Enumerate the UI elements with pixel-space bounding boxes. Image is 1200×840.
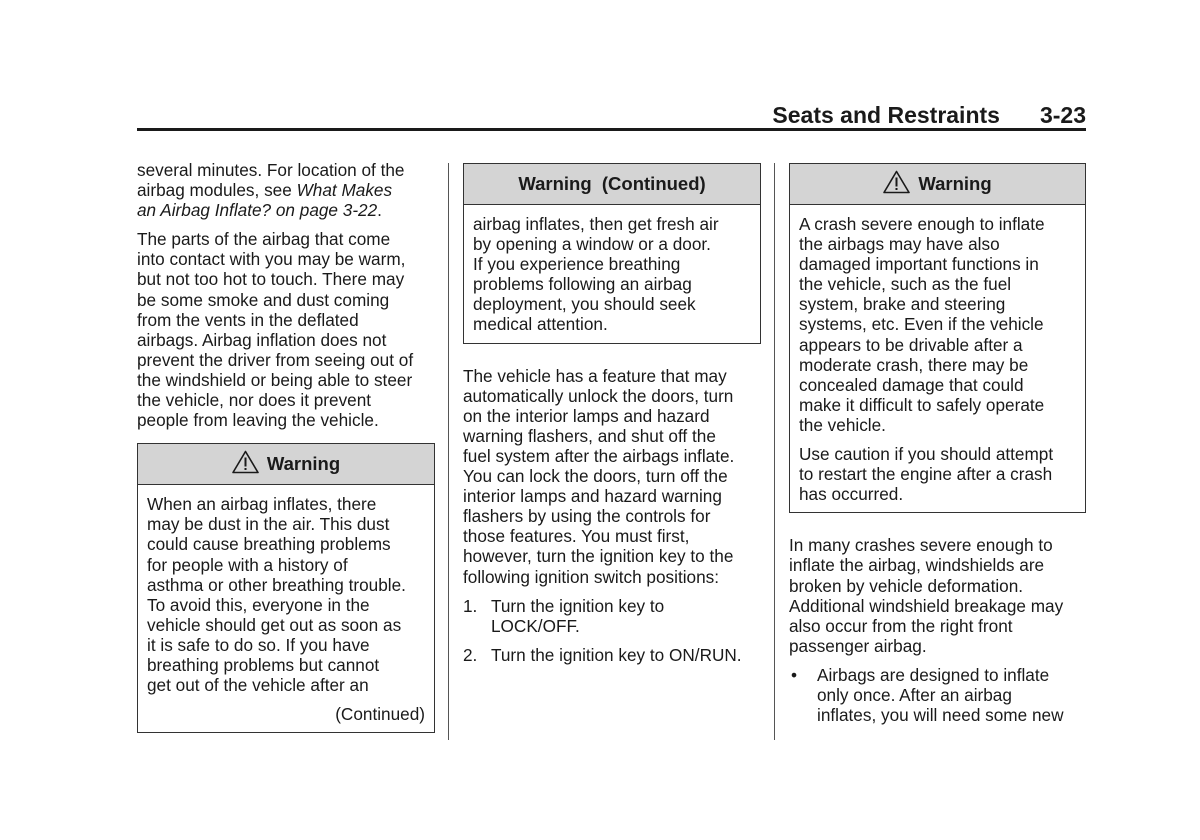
list-item — [789, 665, 1086, 725]
text-line: medical attention. — [473, 314, 608, 335]
step-number: 2. — [463, 644, 478, 665]
text-line: The vehicle has a feature that may — [463, 365, 727, 386]
auto-unlock-paragraph — [463, 366, 761, 587]
text-line: automatically unlock the doors, turn — [463, 385, 734, 406]
column-1 — [137, 160, 435, 733]
text-line: those features. You must first, — [463, 526, 690, 547]
text-line: interior lamps and hazard warning — [463, 486, 722, 507]
text-line: may be dust in the air. This dust — [147, 514, 390, 535]
text-line: for people with a history of — [147, 554, 348, 575]
warning-header — [138, 444, 434, 485]
text-line: breathing problems but cannot — [147, 654, 380, 675]
warning-body — [464, 205, 760, 343]
text-line: systems, etc. Even if the vehicle — [799, 314, 1044, 335]
text-line: into contact with you may be warm, — [137, 249, 406, 270]
text-line: following ignition switch positions: — [463, 566, 720, 587]
warning-text — [147, 494, 425, 695]
text-line: passenger airbag. — [789, 635, 927, 656]
warning-box-continued — [463, 163, 761, 344]
text-line: it is safe to do so. If you have — [147, 634, 370, 655]
airbag-parts-paragraph — [137, 229, 435, 430]
page-header — [137, 100, 1086, 130]
bullet-list — [789, 665, 1086, 725]
ignition-steps-list — [463, 596, 761, 665]
text-line: warning flashers, and shut off the — [463, 425, 716, 446]
text-fragment: airbag modules, see — [137, 180, 297, 201]
text-line: airbag inflates, then get fresh air — [473, 214, 719, 234]
text-line: A crash severe enough to inflate — [799, 214, 1045, 234]
text-line: the airbags may have also — [799, 234, 1000, 255]
text-line: problems following an airbag — [473, 274, 692, 295]
text-line: moderate crash, there may be — [799, 354, 1029, 375]
text-fragment: . — [377, 200, 382, 221]
text-line: could cause breathing problems — [147, 534, 391, 555]
text-line: people from leaving the vehicle. — [137, 410, 379, 431]
warning-triangle-icon — [883, 170, 910, 194]
warning-title: Warning — [266, 453, 341, 475]
continued-label: (Continued) — [335, 704, 425, 725]
text-line: You can lock the doors, turn off the — [463, 466, 728, 487]
text-line — [137, 180, 435, 200]
warning-box-crash — [789, 163, 1086, 513]
cross-reference-link[interactable]: What Makes — [296, 180, 393, 201]
bullet-text — [817, 665, 1063, 725]
text-line: The parts of the airbag that come — [137, 229, 391, 250]
text-line: To avoid this, everyone in the — [147, 594, 370, 615]
text-line: Turn the ignition key to — [491, 595, 665, 616]
text-line: to restart the engine after a crash — [799, 464, 1053, 485]
warning-title: Warning — [918, 172, 992, 194]
text-line: appears to be drivable after a — [799, 334, 1023, 355]
text-line: make it difficult to safely operate — [799, 394, 1045, 415]
column-divider-1 — [448, 163, 449, 740]
text-line: but not too hot to touch. There may — [137, 269, 405, 290]
text-line: fuel system after the airbags inflate. — [463, 445, 735, 466]
text-line: inflates, you will need some new — [817, 705, 1064, 726]
text-line: prevent the driver from seeing out of — [137, 349, 414, 370]
warning-text — [799, 444, 1076, 504]
header-rule — [137, 128, 1086, 131]
warning-box-dust — [137, 443, 435, 733]
text-line: Turn the ignition key to ON/RUN. — [491, 644, 742, 665]
text-line: system, brake and steering — [799, 294, 1006, 315]
text-line: If you experience breathing — [473, 254, 681, 275]
cross-reference-link[interactable]: an Airbag Inflate? on page 3-22 — [137, 200, 378, 221]
text-line: Airbags are designed to inflate — [817, 664, 1050, 685]
text-line: by opening a window or a door. — [473, 234, 711, 255]
step-text — [491, 596, 664, 636]
page-number: 3-23 — [1039, 102, 1086, 128]
text-line: the vehicle, such as the fuel — [799, 274, 1012, 295]
text-line: asthma or other breathing trouble. — [147, 574, 406, 595]
text-line: get out of the vehicle after an — [147, 675, 369, 696]
column-divider-2 — [774, 163, 775, 740]
text-line: the windshield or being able to steer — [137, 369, 413, 390]
warning-body — [138, 485, 434, 732]
list-item — [463, 645, 761, 665]
column-2 — [463, 163, 761, 674]
header-text — [772, 102, 1086, 129]
warning-triangle-icon — [232, 450, 259, 474]
text-line: has occurred. — [799, 484, 904, 505]
text-line: When an airbag inflates, there — [147, 494, 377, 515]
text-line: In many crashes severe enough to — [789, 535, 1053, 556]
step-text — [491, 645, 742, 665]
step-number: 1. — [463, 595, 478, 616]
text-line: airbags. Airbag inflation does not — [137, 329, 387, 350]
text-line: Use caution if you should attempt — [799, 444, 1054, 465]
text-line — [137, 200, 435, 220]
text-line: however, turn the ignition key to the — [463, 546, 734, 567]
text-line: damaged important functions in — [799, 254, 1039, 275]
list-item — [463, 596, 761, 636]
text-line: vehicle should get out as soon as — [147, 614, 402, 635]
windshield-paragraph — [789, 535, 1086, 656]
section-title: Seats and Restraints — [772, 102, 1000, 128]
text-line: concealed damage that could — [799, 374, 1024, 395]
text-line: be some smoke and dust coming — [137, 289, 390, 310]
warning-text — [799, 214, 1076, 435]
warning-body — [790, 205, 1085, 512]
warning-title: Warning (Continued) — [518, 172, 706, 194]
text-line: Additional windshield breakage may — [789, 595, 1064, 616]
warning-header — [790, 164, 1085, 205]
text-line: inflate the airbag, windshields are — [789, 555, 1045, 576]
location-paragraph — [137, 160, 435, 220]
text-line: the vehicle, nor does it prevent — [137, 390, 372, 411]
warning-header — [464, 164, 760, 205]
warning-text — [473, 214, 751, 335]
text-line: deployment, you should seek — [473, 294, 696, 315]
column-3 — [789, 163, 1086, 725]
text-line: also occur from the right front — [789, 615, 1013, 636]
text-line: the vehicle. — [799, 414, 886, 435]
text-line: LOCK/OFF. — [491, 615, 580, 636]
text-line: broken by vehicle deformation. — [789, 575, 1024, 596]
text-line: only once. After an airbag — [817, 684, 1012, 705]
text-line: on the interior lamps and hazard — [463, 405, 710, 426]
text-line: from the vents in the deflated — [137, 309, 359, 330]
text-line: flashers by using the controls for — [463, 506, 711, 527]
bullet-icon: • — [791, 664, 798, 685]
text-line: several minutes. For location of the — [137, 160, 405, 180]
